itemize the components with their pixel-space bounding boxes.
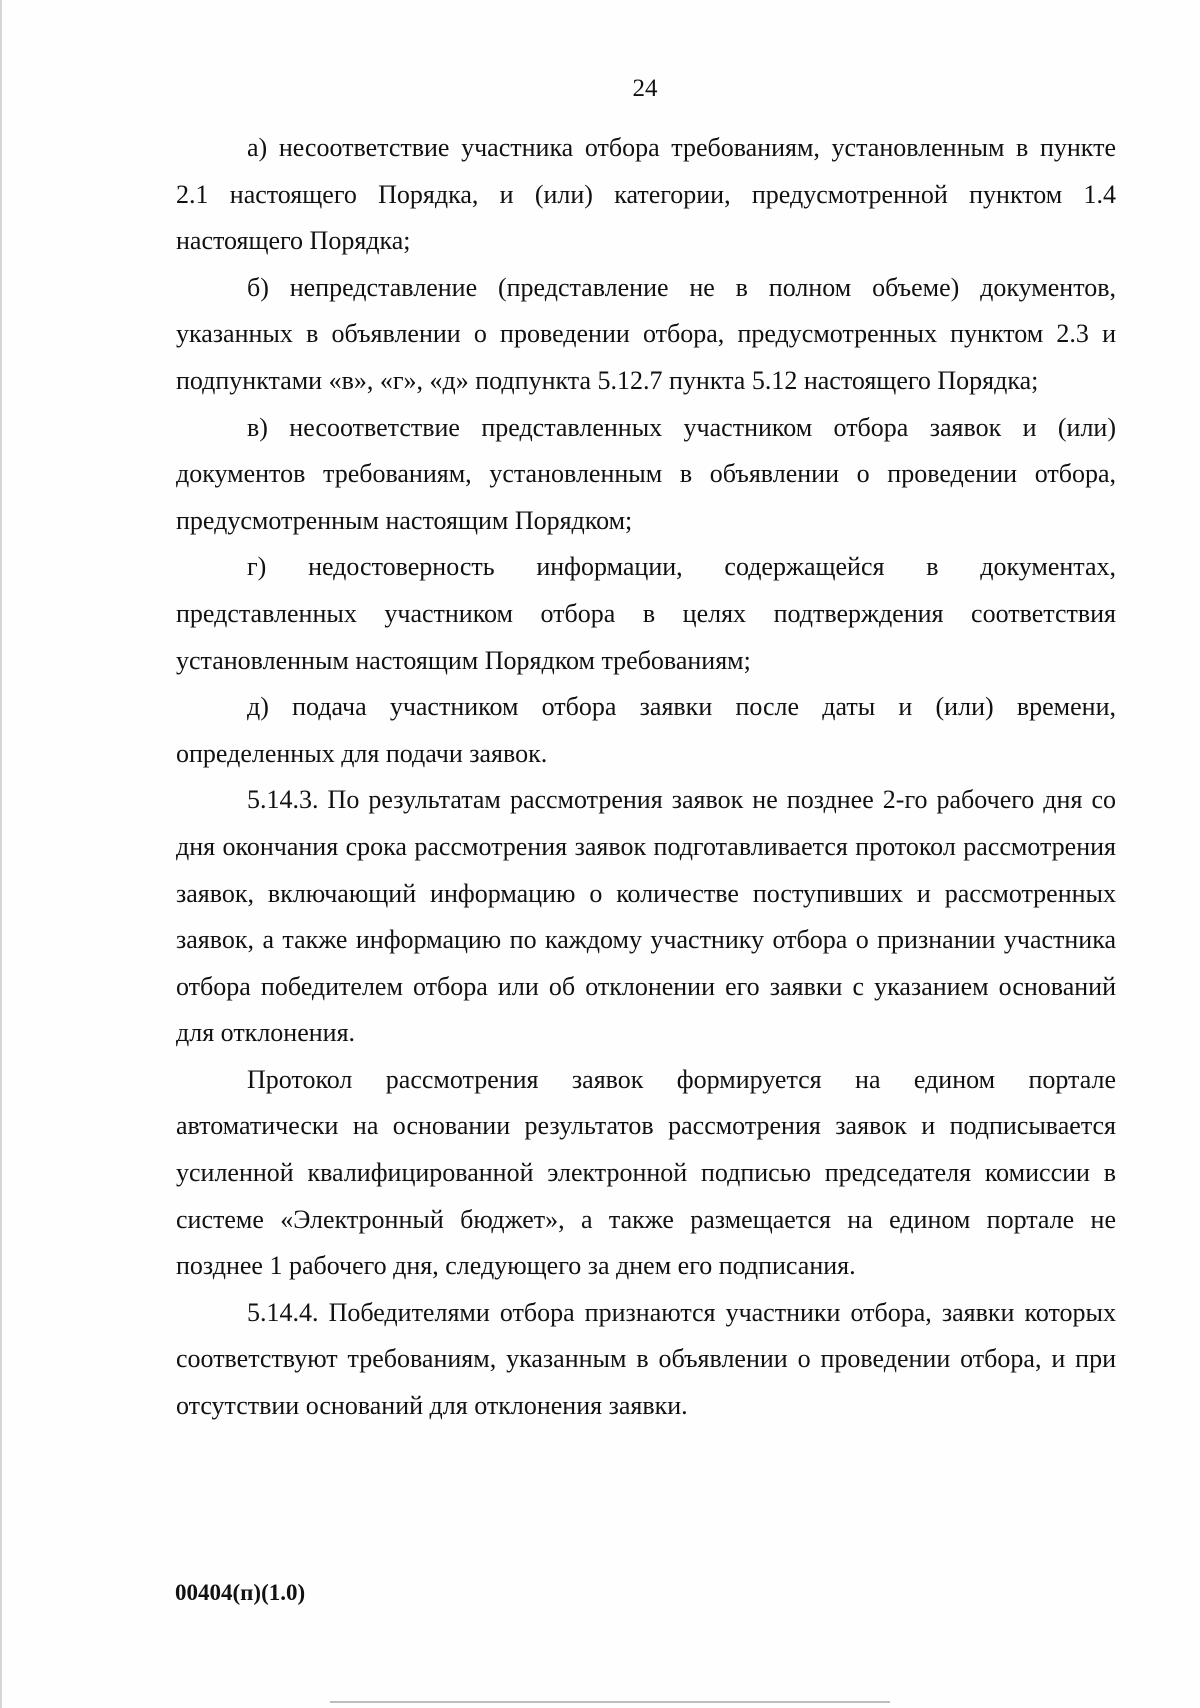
paragraph-5-14-3: 5.14.3. По результатам рассмотрения заявок не позднее 2-го рабочего дня со дня окончания срока рассмотрения заявок подготавливается протокол рассмотрения заявок, включающий информацию о количестве поступивших и рассмотренных заявок, а также информацию по каждому участнику отбора о признании участника отбора победителем отбора или об отклонении его заявки с указанием оснований для отклонения. [176,785,1116,1048]
paragraph-5-14-4: 5.14.4. Победителями отбора признаются участники отбора, заявки которых соответствуют требованиям, указанным в объявлении о проведении отбора, и при отсутствии оснований для отклонения заявки. [176,1297,1116,1421]
paragraph-v: в) несоответствие представленных участником отбора заявок и (или) документов требованиям, установленным в объявлении о проведении отбора, предусмотренным настоящим Порядком; [176,412,1116,535]
paragraph-d: д) подача участником отбора заявки после даты и (или) времени, определенных для подачи заявок. [176,692,1116,768]
paragraph-protocol: Протокол рассмотрения заявок формируется на едином портале автоматически на основании результатов рассмотрения заявок и подписывается усиленной квалифицированной электронной подписью председателя комиссии в системе «Электронный бюджет», а также размещается на едином портале не позднее 1 рабочего дня, следующего за днем его подписания. [176,1064,1116,1281]
scan-bottom-line [330,1701,890,1703]
scan-edge [0,0,2,1708]
document-body [176,125,1116,1430]
document-code: 00404(п)(1.0) [175,1580,306,1605]
page-number: 24 [632,75,658,102]
paragraph-a: а) несоответствие участника отбора требованиям, установленным в пункте 2.1 настоящего Порядка, и (или) категории, предусмотренной пунктом 1.4 настоящего Порядка; [176,133,1116,256]
paragraph-g: г) недостоверность информации, содержащейся в документах, представленных участником отбора в целях подтверждения соответствия установленным настоящим Порядком требованиям; [176,552,1116,675]
paragraph-b: б) непредставление (представление не в полном объеме) документов, указанных в объявлении о проведении отбора, предусмотренных пунктом 2.3 и подпунктами «в», «г», «д» подпункта 5.12.7 пункта 5.12 настоящего Порядка; [176,272,1116,395]
